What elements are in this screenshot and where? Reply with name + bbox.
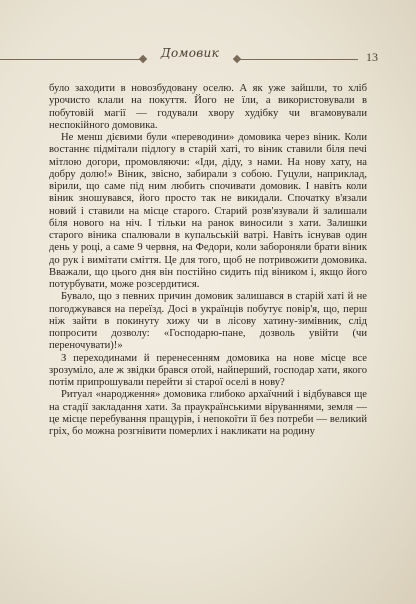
paragraph-1: було заходити в новозбудовану оселю. А як уже зайшли, то хліб урочисто клали на покуття. Його не їли, а використовували в побутовій магії — годували хвору худібку чи вгамовували неспокійного домовика.: [49, 83, 367, 131]
paragraph-2: Не менш дієвими були «переводини» домовика через віник. Коли востаннє підмітали підлогу в старій хаті, то віник ставили біля печі мітлою догори, промовляючи: «Іди, діду, з нами. На нову хату, на добру долю!» Віник, звісно, забирали з собою. Гуцули, наприклад, вірили, що саме під ним любить спочивати домовик. І навіть коли віник зношувався, його просто так не викидали. Спочатку в'язали новий і ставили на місце старого. Старий розв'язували й залишали біля нового на ніч. І тільки на ранок виносили з хати. Залишки старого віника спалювали в купальській ватрі. Навіть існував один день у році, а саме 9 червня, на Федори, коли забороняли брати віник до рук і вимітати сміття. Це для того, щоб не потривожити домовика. Вважали, що цього дня він постійно сидить під віником і, якщо його потурбувати, може розсердитися.: [49, 132, 367, 290]
header-rule-left: [0, 59, 140, 60]
paragraph-5: Ритуал «народження» домовика глибоко архаїчний і відбувався ще на стадії закладання хати. За праукраїнськими віруваннями, земля — це місце перебування пращурів, і непокоїти її без потреби — великий гріх, бо можна розгнівити померлих і накликати на родину: [49, 389, 367, 437]
header-rule-right: [238, 59, 358, 60]
page-number: 13: [366, 50, 378, 64]
running-title: Домовик: [160, 46, 220, 60]
page-header: [0, 38, 416, 62]
ornament-diamond-left: [139, 55, 147, 63]
body-text: [49, 83, 367, 438]
paragraph-3: Бувало, що з певних причин домовик залишався в старій хаті й не погоджувався на переїзд. Досі в українців побутує повір'я, що, перш ніж зайти в покинуту хижу чи в лісову хатину-зимівник, слід попросити дозволу: «Господарю-пане, дозволь увійти (чи переночувати)!»: [49, 291, 367, 352]
paragraph-4: З переходинами й перенесенням домовика на нове місце все зрозуміло, але ж звідки брався отой, найперший, господар хати, якого потім припрошували перейти зі старої оселі в нову?: [49, 352, 367, 388]
